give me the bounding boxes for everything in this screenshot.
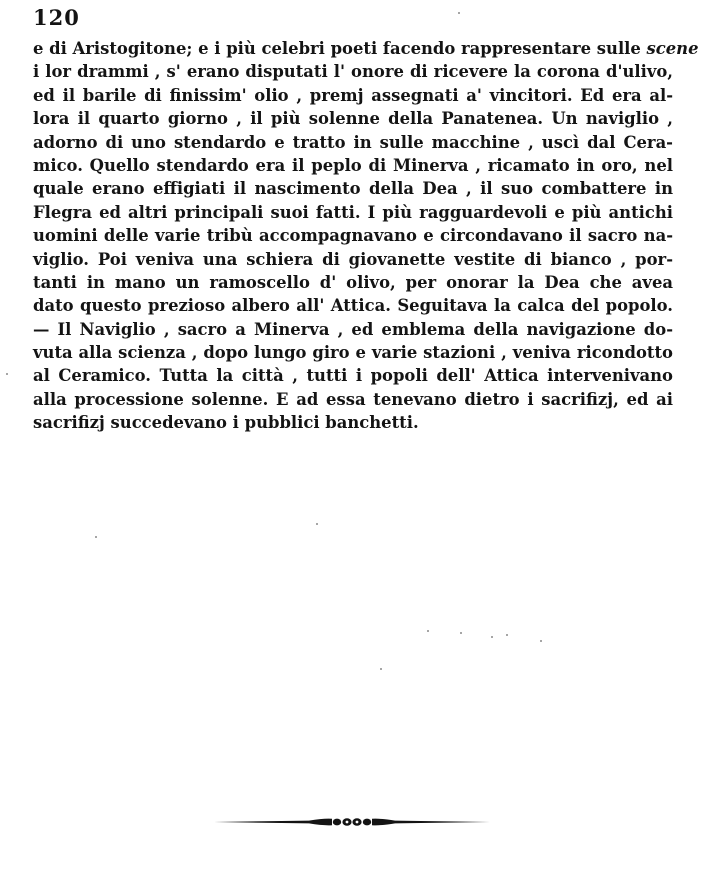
print-speck <box>458 12 460 14</box>
print-speck <box>506 634 508 636</box>
print-speck <box>380 668 382 670</box>
text-line: mico. Quello stendardo era il peplo di Minerva , ricamato in oro, nel <box>33 155 673 175</box>
text-line: tanti in mano un ramoscello d' olivo, per onorar la Dea che avea <box>33 272 673 292</box>
print-speck <box>491 636 493 638</box>
print-speck <box>540 640 542 642</box>
text-line: sacrifizj succedevano i pubblici banchetti. <box>33 413 419 433</box>
text-line: Flegra ed altri principali suoi fatti. I più ragguardevoli e più antichi <box>33 202 673 222</box>
text-line: al Ceramico. Tutta la città , tutti i popoli dell' Attica intervenivano <box>33 366 673 386</box>
print-speck <box>6 373 8 375</box>
ornamental-rule <box>214 813 490 831</box>
print-speck <box>95 536 97 538</box>
text-line: ed il barile di finissim' olio , premj assegnati a' vincitori. Ed era al- <box>33 85 673 105</box>
text-line: quale erano effigiati il nascimento della Dea , il suo combattere in <box>33 179 673 199</box>
print-speck <box>427 630 429 632</box>
text-line: alla processione solenne. E ad essa tenevano dietro i sacrifizj, ed ai <box>33 389 673 409</box>
text-line: adorno di uno stendardo e tratto in sulle macchine , uscì dal Cera- <box>33 132 673 152</box>
text-line: e di Aristogitone; e i più celebri poeti facendo rappresentare sulle scene <box>33 39 699 58</box>
text-line: vuta alla scienza , dopo lungo giro e varie stazioni , veniva ricondotto <box>33 343 673 363</box>
print-speck <box>460 632 462 634</box>
text-line: — Il Naviglio , sacro a Minerva , ed emblema della navigazione do- <box>33 319 673 339</box>
text-line: lora il quarto giorno , il più solenne della Panatenea. Un naviglio , <box>33 109 673 129</box>
page-number: 120 <box>33 5 80 30</box>
text-line: uomini delle varie tribù accompagnavano e circondavano il sacro na- <box>33 226 673 246</box>
body-text <box>33 37 699 435</box>
text-line: i lor drammi , s' erano disputati l' onore di ricevere la corona d'ulivo, <box>33 62 673 82</box>
print-speck <box>316 523 318 525</box>
text-line: viglio. Poi veniva una schiera di giovanette vestite di bianco , por- <box>33 249 673 269</box>
text-line: dato questo prezioso albero all' Attica. Seguitava la calca del popolo. <box>33 296 673 316</box>
